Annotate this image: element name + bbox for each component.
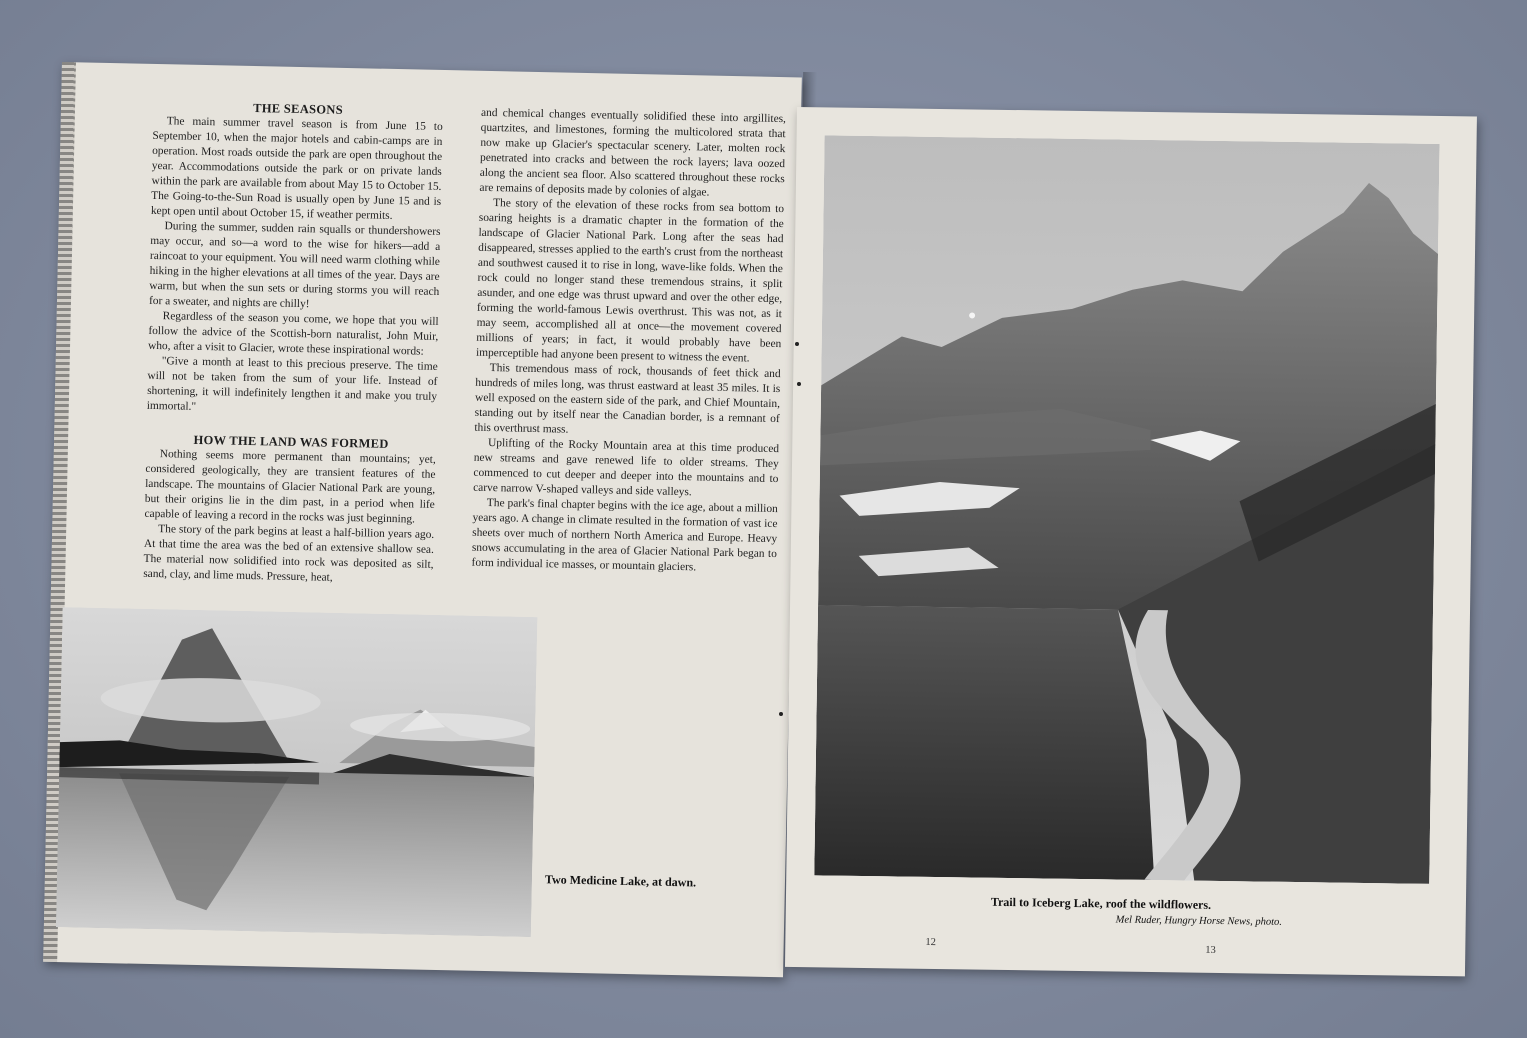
seasons-paragraph: The main summer travel season is from June 15 to September 10, when the major hotels and cabin-camps are in operation. Most roads outside the park are open throughout the year. Accommodations outside the park or on private lands within the park are available from about May 15 to October 15. The Going-to-the-Sun Road is usually open by June 15 and is kept open until about October 15, if weather permits. bbox=[150, 115, 443, 222]
geology-paragraph: Uplifting of the Rocky Mountain area at this time produced new streams and gave renewed life to older streams. They commenced to cut deeper and deeper into the mountains and to carve narrow V-shaped valleys and side valleys. bbox=[473, 437, 780, 499]
text-column-right bbox=[471, 106, 786, 577]
staple-mark bbox=[795, 342, 799, 346]
seasons-paragraph: During the summer, sudden rain squalls or thundershowers may occur, and so—a word to the wise for hikers—add a raincoat to your equipment. You will need warm clothing while hiking in the higher elevations at all times of the year. Days are warm, but when the sun sets or during storms you will reach for a sweater, and nights are chilly! bbox=[148, 220, 441, 311]
text-column-left bbox=[143, 99, 443, 588]
right-page bbox=[785, 107, 1477, 976]
seasons-paragraph: Regardless of the season you come, we hope that you will follow the advice of the Scottish-born naturalist, John Muir, who, after a visit to Glacier, wrote these inspirational words: bbox=[147, 310, 439, 358]
land-paragraph: Nothing seems more permanent than mountains; yet, considered geologically, they are transient features of the landscape. The mountains of Glacier National Park are young, but their origins lie in the dim past, in a period when life capable of leaving a record in the rocks was just beginning. bbox=[144, 448, 436, 526]
two-medicine-lake-photo bbox=[56, 607, 538, 937]
seasons-heading: THE SEASONS bbox=[253, 101, 344, 117]
geology-paragraph: and chemical changes eventually solidified these into argillites, quartzites, and limestones, forming the multicolored strata that now make up Glacier's spectacular scenery. Later, molten rock penetrated into cracks and between the rock layers; lava oozed along the ancient sea floor. Also scattered throughout these rocks are remains of deposits made by colonies of algae. bbox=[479, 106, 787, 199]
staple-mark bbox=[779, 712, 783, 716]
photo-caption-left: Two Medicine Lake, at dawn. bbox=[544, 872, 697, 890]
land-paragraph: The story of the park begins at least a half-billion years ago. At that time the area was the bed of an extensive shallow sea. The material now solidified into rock was deposited as silt, sand, clay, and lime muds. Pressure, heat, bbox=[143, 523, 435, 584]
page-number-13: 13 bbox=[1205, 944, 1216, 956]
page-number-12: 12 bbox=[925, 936, 936, 949]
land-heading: HOW THE LAND WAS FORMED bbox=[193, 432, 389, 451]
muir-quote: "Give a month at least to this precious preserve. The time will not be taken from the sum of your life. Instead of shortening, it will indefinitely lengthen it and make you truly immortal." bbox=[146, 355, 438, 413]
iceberg-lake-trail-photo bbox=[814, 135, 1439, 884]
geology-paragraph: The story of the elevation of these rocks from sea bottom to soaring heights is a dramatic chapter in the formation of the landscape of Glacier National Park. Long after the seas had disappeared, stresses applied to the earth's crust from the northeast and southwest caused it to rise in long, wave-like folds. When the rock could no longer stand these tremendous strains, it split asunder, and one edge was thrust upward and over the other edge, forming the world-famous Lewis overthrust. This was not, as it may seem, accomplished all at once—the movement covered millions of years; in fact, it would probably have been imperceptible had anyone been present to witness the event. bbox=[475, 197, 785, 365]
photo-credit: Mel Ruder, Hungry Horse News, photo. bbox=[1115, 914, 1282, 928]
staple-mark bbox=[797, 382, 801, 386]
left-page bbox=[43, 62, 802, 977]
booklet bbox=[62, 52, 1482, 956]
geology-paragraph: The park's final chapter begins with the ice age, about a million years ago. A change in climate resulted in the formation of vast ice sheets over much of northern North America and Europe. Heavy snows accumulating in the area of Glacier National Park began to form individual ice masses, or mountain glaciers. bbox=[471, 496, 778, 574]
photo-caption-right: Trail to Iceberg Lake, roof the wildflowers. bbox=[990, 894, 1212, 912]
geology-paragraph: This tremendous mass of rock, thousands of feet thick and hundreds of miles long, was thrust eastward at least 35 miles. It is well exposed on the eastern side of the park, and Chief Mountain, standing out by itself near the Canadian border, is a remnant of this overthrust mass. bbox=[474, 362, 781, 436]
